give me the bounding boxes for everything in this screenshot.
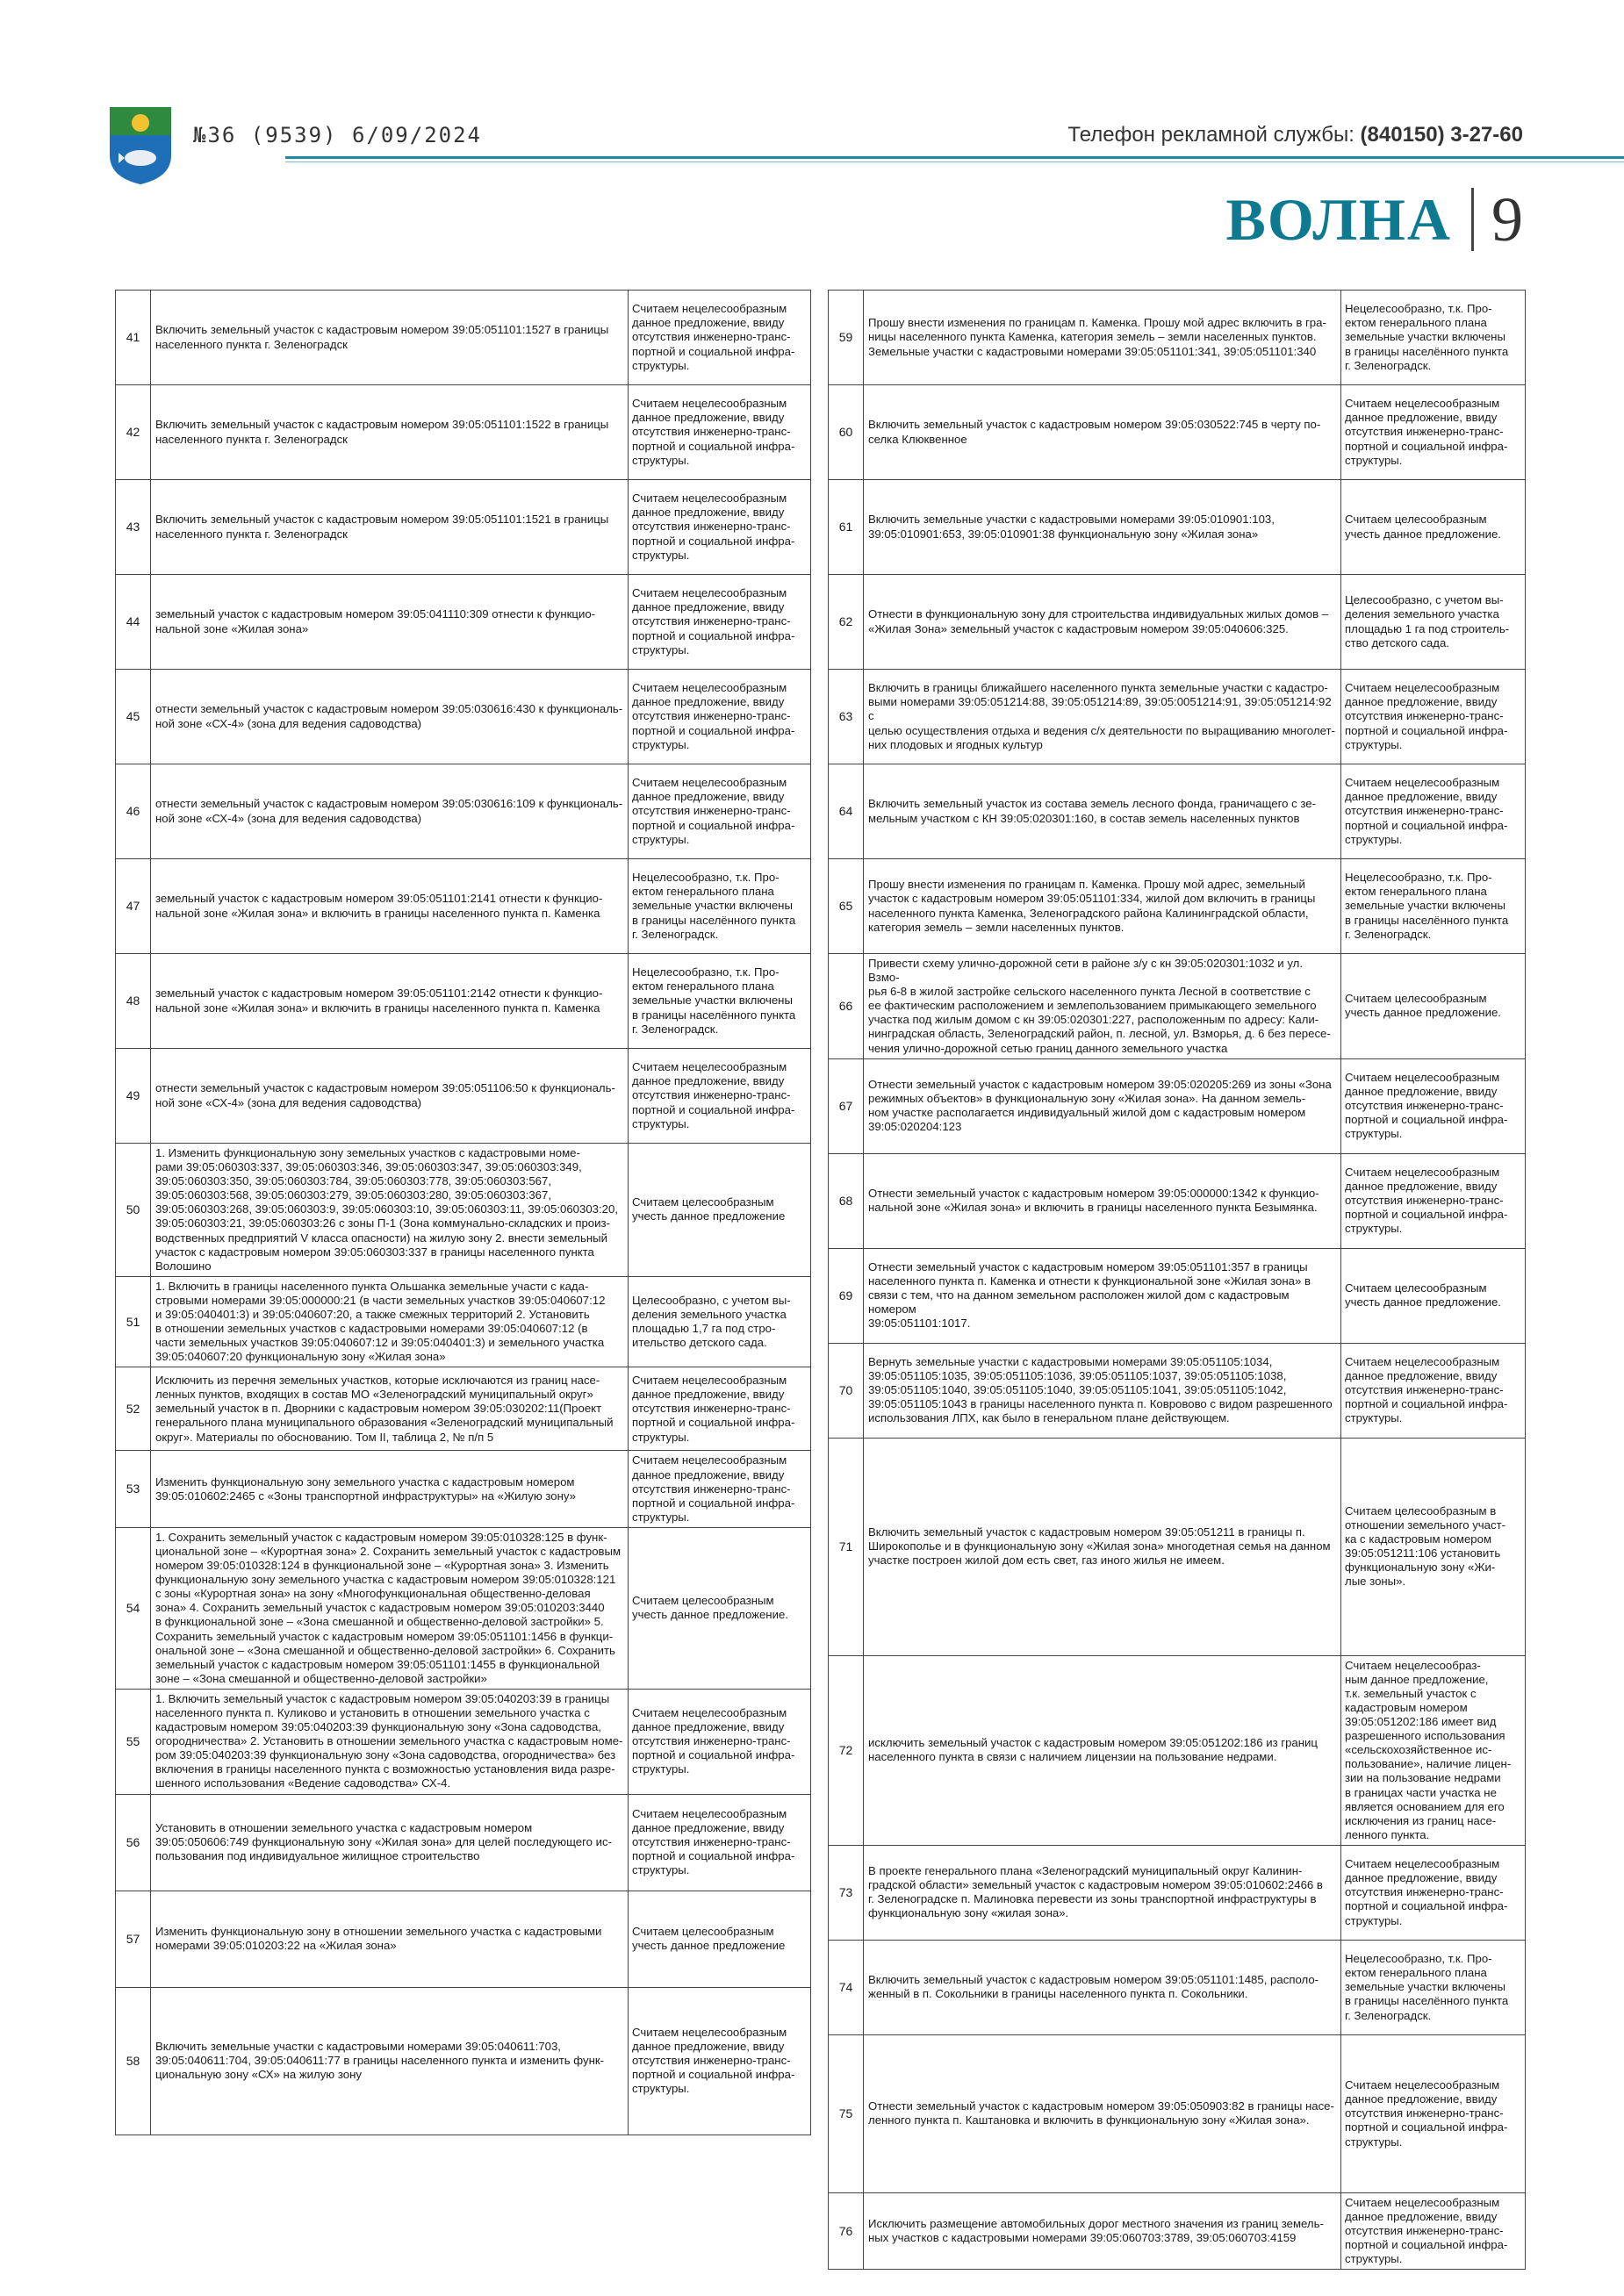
proposal-text: Прошу внести изменения по границам п. Каменка. Прошу мой адрес, земельный участок с кадастровым номером 39:05:051101:334, жилой дом включить в границы населенного пункта Каменка, Зеленоградского района Калининградской области, категория земель – земли населенных пунктов. xyxy=(864,859,1341,954)
table-row xyxy=(116,1049,811,1144)
row-number: 73 xyxy=(829,1845,864,1940)
row-number: 51 xyxy=(116,1276,151,1367)
table-row xyxy=(829,2192,1526,2269)
table-row xyxy=(116,1451,811,1527)
table-row xyxy=(116,1144,811,1277)
table-row xyxy=(829,1845,1526,1940)
proposal-text: земельный участок с кадастровым номером 39:05:041110:309 отнести к функцио- нальной зоне «Жилая зона» xyxy=(151,575,629,670)
decision-text: Считаем нецелесообразным данное предложение, ввиду отсутствия инженерно-транс- портной и социальной инфра- структуры. xyxy=(1341,2192,1526,2269)
proposal-text: исключить земельный участок с кадастровым номером 39:05:051202:186 из границ населенного пункта в связи с наличием лицензии на пользование недрами. xyxy=(864,1655,1341,1845)
issue-info: №36 (9539) 6/09/2024 xyxy=(193,123,482,147)
row-number: 67 xyxy=(829,1058,864,1153)
decision-text: Считаем нецелесообразным данное предложение, ввиду отсутствия инженерно-транс- портной и социальной инфра- структуры. xyxy=(1341,670,1526,764)
proposal-text: Отнести земельный участок с кадастровым номером 39:05:051101:357 в границы населенного пункта п. Каменка и отнести к функциональной зоне «Жилая зона» в связи с тем, что на данном земельном расположен жилой дом с кадастровым номером 39:05:051101:1017. xyxy=(864,1248,1341,1343)
decision-text: Считаем нецелесообразным данное предложение, ввиду отсутствия инженерно-транс- портной и социальной инфра- структуры. xyxy=(629,575,811,670)
decision-text: Считаем нецелесообраз- ным данное предложение, т.к. земельный участок с кадастровым номером 39:05:051202:186 имеет вид разрешенного использования «сельскохозяйственное ис- пользование», наличие лицен- зии на пользование недрами в границах части участка не является основанием для его исключения из границ насе- ленного пункта. xyxy=(1341,1655,1526,1845)
decision-text: Считаем нецелесообразным данное предложение, ввиду отсутствия инженерно-транс- портной и социальной инфра- структуры. xyxy=(629,291,811,385)
decision-text: Считаем целесообразным в отношении земельного участ- ка с кадастровым номером 39:05:051211:106 установить функциональную зону «Жи- лые зоны». xyxy=(1341,1438,1526,1655)
decision-text: Считаем целесообразным учесть данное предложение. xyxy=(1341,480,1526,575)
proposal-text: земельный участок с кадастровым номером 39:05:051101:2142 отнести к функцио- нальной зоне «Жилая зона» и включить в границы населенного пункта п. Каменка xyxy=(151,954,629,1049)
proposal-text: Включить земельные участки с кадастровыми номерами 39:05:040611:703, 39:05:040611:704, 39:05:040611:77 в границы населенного пункта и изменить функ- циональную зону «СХ» на жилую зону xyxy=(151,1987,629,2135)
row-number: 53 xyxy=(116,1451,151,1527)
row-number: 55 xyxy=(116,1689,151,1794)
row-number: 71 xyxy=(829,1438,864,1655)
decision-text: Считаем целесообразным учесть данное предложение. xyxy=(1341,954,1526,1059)
decision-text: Считаем нецелесообразным данное предложение, ввиду отсутствия инженерно-транс- портной и социальной инфра- структуры. xyxy=(1341,385,1526,480)
row-number: 57 xyxy=(116,1891,151,1987)
table-row xyxy=(116,1276,811,1367)
table-row xyxy=(116,954,811,1049)
table-row xyxy=(829,1438,1526,1655)
table-row xyxy=(829,670,1526,764)
table-row xyxy=(829,764,1526,859)
decision-text: Нецелесообразно, т.к. Про- ектом генерального плана земельные участки включены в границы населённого пункта г. Зеленоградск. xyxy=(1341,1940,1526,2034)
phone-number: (840150) 3-27-60 xyxy=(1360,123,1523,147)
decision-text: Нецелесообразно, т.к. Про- ектом генерального плана земельные участки включены в границы населённого пункта г. Зеленоградск. xyxy=(1341,859,1526,954)
decision-text: Целесообразно, с учетом вы- деления земельного участка площадью 1,7 га под стро- ительство детского сада. xyxy=(629,1276,811,1367)
table-row xyxy=(829,1058,1526,1153)
newspaper-title: ВОЛНА xyxy=(1225,185,1452,253)
decision-text: Считаем нецелесообразным данное предложение, ввиду отсутствия инженерно-транс- портной и социальной инфра- структуры. xyxy=(629,385,811,480)
row-number: 60 xyxy=(829,385,864,480)
table-row xyxy=(829,1153,1526,1248)
proposal-text: Установить в отношении земельного участка с кадастровым номером 39:05:050606:749 функциональную зону «Жилая зона» для целей последующего ис- пользования под индивидуальное жилищное строительство xyxy=(151,1794,629,1891)
proposal-text: Отнести земельный участок с кадастровым номером 39:05:000000:1342 к функцио- нальной зоне «Жилая зона» и включить в границы населенного пункта Безымянка. xyxy=(864,1153,1341,1248)
decision-text: Считаем нецелесообразным данное предложение, ввиду отсутствия инженерно-транс- портной и социальной инфра- структуры. xyxy=(629,1367,811,1451)
phone-label: Телефон рекламной службы: xyxy=(1067,123,1355,147)
proposal-text: Исключить из перечня земельных участков, которые исключаются из границ насе- ленных пунктов, входящих в состав МО «Зеленоградский муниципальный округ» земельный участок в п. Дворники с кадастровым номером 39:05:030202:11(Проект генерального плана муниципального образования «Зеленоградский муниципальный округ». Материалы по обоснованию. Том II, таблица 2, № п/п 5 xyxy=(151,1367,629,1451)
decision-text: Считаем нецелесообразным данное предложение, ввиду отсутствия инженерно-транс- портной и социальной инфра- структуры. xyxy=(1341,1153,1526,1248)
table-row xyxy=(829,954,1526,1059)
table-row xyxy=(116,1794,811,1891)
decision-text: Считаем целесообразным учесть данное предложение xyxy=(629,1144,811,1277)
row-number: 48 xyxy=(116,954,151,1049)
proposal-text: Включить земельный участок с кадастровым номером 39:05:051101:1521 в границы населенного пункта г. Зеленоградск xyxy=(151,480,629,575)
row-number: 52 xyxy=(116,1367,151,1451)
row-number: 45 xyxy=(116,670,151,764)
table-row xyxy=(116,670,811,764)
row-number: 59 xyxy=(829,291,864,385)
proposal-text: Включить земельный участок с кадастровым номером 39:05:051211 в границы п. Широкополье и в функциональную зону «Жилая зона» многодетная семья на данном участке построен жилой дом есть свет, газ иного жилья не имеем. xyxy=(864,1438,1341,1655)
right-table-column xyxy=(828,290,1525,2266)
decision-text: Считаем нецелесообразным данное предложение, ввиду отсутствия инженерно-транс- портной и социальной инфра- структуры. xyxy=(629,1689,811,1794)
table-row xyxy=(116,385,811,480)
page-header xyxy=(110,104,1523,156)
table-row xyxy=(116,1987,811,2135)
proposal-text: земельный участок с кадастровым номером 39:05:051101:2141 отнести к функцио- нальной зоне «Жилая зона» и включить в границы населенного пункта п. Каменка xyxy=(151,859,629,954)
proposal-text: Привести схему улично-дорожной сети в районе з/у с кн 39:05:020301:1032 и ул. Взмо- рья 6-8 в жилой застройке сельского населенного пункта Лесной в соответствие с ее фактическим расположением и землепользованием примыкающего земельного участка под жилым домом с кн 39:05:020301:227, расположенным по адресу: Кали- нинградская область, Зеленоградский район, п. лесной, ул. Взморья, д. 6 без пересе- чения улично-дорожной сетью границ данного земельного участка xyxy=(864,954,1341,1059)
table-row xyxy=(829,1248,1526,1343)
decision-text: Нецелесообразно, т.к. Про- ектом генерального плана земельные участки включены в границы населённого пункта г. Зеленоградск. xyxy=(1341,291,1526,385)
proposal-text: Включить земельный участок с кадастровым номером 39:05:051101:1522 в границы населенного пункта г. Зеленоградск xyxy=(151,385,629,480)
proposal-text: Включить земельный участок с кадастровым номером 39:05:030522:745 в черту по- селка Клюквенное xyxy=(864,385,1341,480)
decision-text: Считаем целесообразным учесть данное предложение. xyxy=(1341,1248,1526,1343)
row-number: 54 xyxy=(116,1527,151,1689)
table-row xyxy=(116,480,811,575)
row-number: 50 xyxy=(116,1144,151,1277)
proposal-text: 1. Включить в границы населенного пункта Ольшанка земельные участи с када- стровыми номерами 39:05:000000:21 (в части земельных участков 39:05:040607:12 и 39:05:040401:3) и 39:05:040607:20, а также смежных территорий 2. Установить в отношении земельных участков с кадастровыми номерами 39:05:040607:12 (в части земельных участков 39:05:040607:12 и 39:05:040401:3) и земельного участка 39:05:040607:20 функциональную зону «Жилая зона» xyxy=(151,1276,629,1367)
proposal-text: 1. Изменить функциональную зону земельных участков с кадастровыми номе- рами 39:05:060303:337, 39:05:060303:346, 39:05:060303:347, 39:05:060303:349, 39:05:060303:350, 39:05:060303:784, 39:05:060303:778, 39:05:060303:567, 39:05:060303:568, 39:05:060303:279, 39:05:060303:280, 39:05:060303:367, 39:05:060303:268, 39:05:060303:9, 39:05:060303:10, 39:05:060303:11, 39:05:060303:20, 39:05:060303:21, 39:05:060303:26 с зоны П-1 (Зона коммунально-складских и произ- водственных предприятий V класса опасности) на жилую зону 2. внести земельный участок с кадастровым номером 39:05:060303:337 в границы населенного пункта Волошино xyxy=(151,1144,629,1277)
row-number: 64 xyxy=(829,764,864,859)
row-number: 58 xyxy=(116,1987,151,2135)
header-rule-thin xyxy=(285,161,1624,162)
proposal-text: Отнести земельный участок с кадастровым номером 39:05:050903:82 в границы насе- ленного пункта п. Каштановка и включить в функциональную зону «Жилая зона». xyxy=(864,2034,1341,2192)
proposals-table-left xyxy=(115,290,811,2135)
row-number: 61 xyxy=(829,480,864,575)
decision-text: Считаем целесообразным учесть данное предложение xyxy=(629,1891,811,1987)
table-row xyxy=(116,1891,811,1987)
table-row xyxy=(116,575,811,670)
table-row xyxy=(116,1367,811,1451)
proposal-text: Включить земельный участок с кадастровым номером 39:05:051101:1485, располо- женный в п. Сокольники в границы населенного пункта п. Сокольники. xyxy=(864,1940,1341,2034)
proposal-text: Включить земельный участок из состава земель лесного фонда, граничащего с зе- мельным участком с КН 39:05:020301:160, в состав земель населенных пунктов xyxy=(864,764,1341,859)
proposal-text: отнести земельный участок с кадастровым номером 39:05:030616:109 к функциональ- ной зоне «СХ-4» (зона для ведения садоводства) xyxy=(151,764,629,859)
decision-text: Считаем целесообразным учесть данное предложение. xyxy=(629,1527,811,1689)
page-number: 9 xyxy=(1491,183,1523,255)
proposal-text: отнести земельный участок с кадастровым номером 39:05:030616:430 к функциональ- ной зоне «СХ-4» (зона для ведения садоводства) xyxy=(151,670,629,764)
header-rule xyxy=(285,156,1624,159)
proposal-text: отнести земельный участок с кадастровым номером 39:05:051106:50 к функциональ- ной зоне «СХ-4» (зона для ведения садоводства) xyxy=(151,1049,629,1144)
decision-text: Считаем нецелесообразным данное предложение, ввиду отсутствия инженерно-транс- портной и социальной инфра- структуры. xyxy=(1341,1343,1526,1438)
decision-text: Нецелесообразно, т.к. Про- ектом генерального плана земельные участки включены в границы населённого пункта г. Зеленоградск. xyxy=(629,859,811,954)
table-row xyxy=(829,480,1526,575)
decision-text: Считаем нецелесообразным данное предложение, ввиду отсутствия инженерно-транс- портной и социальной инфра- структуры. xyxy=(629,1451,811,1527)
decision-text: Считаем нецелесообразным данное предложение, ввиду отсутствия инженерно-транс- портной и социальной инфра- структуры. xyxy=(629,764,811,859)
proposal-text: Вернуть земельные участки с кадастровыми номерами 39:05:051105:1034, 39:05:051105:1035, 39:05:051105:1036, 39:05:051105:1037, 39:05:051105:1038, 39:05:051105:1040, 39:05:051105:1040, 39:05:051105:1041, 39:05:051105:1042, 39:05:051105:1043 в границы населенного пункта п. Ковровово с видом разрешенного использования ЛПХ, как было в генеральном плане действующем. xyxy=(864,1343,1341,1438)
row-number: 47 xyxy=(116,859,151,954)
proposal-text: Отнести земельный участок с кадастровым номером 39:05:020205:269 из зоны «Зона режимных объектов» в функциональную зону «Жилая зона». На данном земель- ном участке располагается индивидуальный жилой дом с кадастровым номером 39:05:020204:123 xyxy=(864,1058,1341,1153)
decision-text: Считаем нецелесообразным данное предложение, ввиду отсутствия инженерно-транс- портной и социальной инфра- структуры. xyxy=(629,1794,811,1891)
proposal-text: Изменить функциональную зону земельного участка с кадастровым номером 39:05:010602:2465 с «Зоны транспортной инфраструктуры» на «Жилую зону» xyxy=(151,1451,629,1527)
row-number: 65 xyxy=(829,859,864,954)
row-number: 68 xyxy=(829,1153,864,1248)
proposal-text: Включить земельные участки с кадастровыми номерами 39:05:010901:103, 39:05:010901:653, 39:05:010901:38 функциональную зону «Жилая зона» xyxy=(864,480,1341,575)
table-row xyxy=(829,1655,1526,1845)
masthead-divider xyxy=(1471,188,1474,251)
row-number: 63 xyxy=(829,670,864,764)
row-number: 74 xyxy=(829,1940,864,2034)
row-number: 76 xyxy=(829,2192,864,2269)
table-row xyxy=(829,385,1526,480)
proposal-text: Включить земельный участок с кадастровым номером 39:05:051101:1527 в границы населенного пункта г. Зеленоградск xyxy=(151,291,629,385)
table-row xyxy=(116,291,811,385)
row-number: 70 xyxy=(829,1343,864,1438)
decision-text: Считаем нецелесообразным данное предложение, ввиду отсутствия инженерно-транс- портной и социальной инфра- структуры. xyxy=(629,1987,811,2135)
proposals-table-right xyxy=(828,290,1526,2270)
row-number: 44 xyxy=(116,575,151,670)
table-row xyxy=(116,1689,811,1794)
row-number: 75 xyxy=(829,2034,864,2192)
proposal-text: Исключить размещение автомобильных дорог местного значения из границ земель- ных участков с кадастровыми номерами 39:05:060703:3789, 39:05:060703:4159 xyxy=(864,2192,1341,2269)
row-number: 41 xyxy=(116,291,151,385)
proposal-text: 1. Сохранить земельный участок с кадастровым номером 39:05:010328:125 в функ- циональной зоне – «Курортная зона» 2. Сохранить земельный участок с кадастровым номером 39:05:010328:124 в функциональной зоне – «Курортная зона» 3. Изменить функциональную зону земельного участка с кадастровым номером 39:05:010328:121 с зоны «Курортная зона» на зону «Многофункциональная общественно-деловая зона» 4. Сохранить земельный участок с кадастровым номером 39:05:010203:3440 в функциональной зоне – «Зона смешанной и общественно-деловой застройки» 5. Сохранить земельный участок с кадастровым номером 39:05:051101:1456 в функци- ональной зоне – «Зона смешанной и общественно-деловой застройки» 6. Сохранить земельный участок с кадастровым номером 39:05:051101:1455 в функциональной зоне – «Зона смешанной и общественно-деловой застройки» xyxy=(151,1527,629,1689)
decision-text: Считаем нецелесообразным данное предложение, ввиду отсутствия инженерно-транс- портной и социальной инфра- структуры. xyxy=(1341,1058,1526,1153)
table-row xyxy=(116,1527,811,1689)
row-number: 62 xyxy=(829,575,864,670)
decision-text: Целесообразно, с учетом вы- деления земельного участка площадью 1 га под строитель- ство детского сада. xyxy=(1341,575,1526,670)
row-number: 49 xyxy=(116,1049,151,1144)
proposal-text: 1. Включить земельный участок с кадастровым номером 39:05:040203:39 в границы населенного пункта п. Куликово и установить в отношении земельного участка с кадастровым номером 39:05:040203:39 функциональную зону «Зона садоводства, огородничества» 2. Установить в отношении земельного участка с кадастровым номе- ром 39:05:040203:39 функциональную зону «Зона садоводства, огородничества» без включения в границы населенного пункта с возможностью установления вида разре- шенного использования «Ведение садоводства» СХ-4. xyxy=(151,1689,629,1794)
proposal-text: Отнести в функциональную зону для строительства индивидуальных жилых домов – «Жилая Зона» земельный участок с кадастровым номером 39:05:040606:325. xyxy=(864,575,1341,670)
proposal-text: Включить в границы ближайшего населенного пункта земельные участки с кадастро- выми номерами 39:05:051214:88, 39:05:051214:89, 39:05:0051214:91, 39:05:051214:92 с целью осуществления отдыха и ведения с/х деятельности по выращиванию многолет- них плодовых и ягодных культур xyxy=(864,670,1341,764)
table-row xyxy=(829,2034,1526,2192)
left-table-column xyxy=(115,290,810,2184)
coat-of-arms-icon xyxy=(110,107,171,184)
table-row xyxy=(829,859,1526,954)
row-number: 43 xyxy=(116,480,151,575)
proposal-text: В проекте генерального плана «Зеленоградский муниципальный округ Калинин- градской области» земельный участок с кадастровым номером 39:05:010602:2466 в г. Зеленоградске п. Малиновка перевести из зоны транспортной инфраструктуры в функциональную зону «жилая зона». xyxy=(864,1845,1341,1940)
ad-phone xyxy=(1067,123,1523,147)
decision-text: Считаем нецелесообразным данное предложение, ввиду отсутствия инженерно-транс- портной и социальной инфра- структуры. xyxy=(629,480,811,575)
table-row xyxy=(116,859,811,954)
decision-text: Считаем нецелесообразным данное предложение, ввиду отсутствия инженерно-транс- портной и социальной инфра- структуры. xyxy=(1341,1845,1526,1940)
proposal-text: Прошу внести изменения по границам п. Каменка. Прошу мой адрес включить в гра- ницы населенного пункта Каменка, категория земель – земли населенных пунктов. Земельные участки с кадастровыми номерами 39:05:051101:341, 39:05:051101:340 xyxy=(864,291,1341,385)
proposal-text: Изменить функциональную зону в отношении земельного участка с кадастровыми номерами 39:05:010203:22 на «Жилая зона» xyxy=(151,1891,629,1987)
decision-text: Считаем нецелесообразным данное предложение, ввиду отсутствия инженерно-транс- портной и социальной инфра- структуры. xyxy=(1341,2034,1526,2192)
row-number: 72 xyxy=(829,1655,864,1845)
row-number: 42 xyxy=(116,385,151,480)
row-number: 66 xyxy=(829,954,864,1059)
table-row xyxy=(829,291,1526,385)
decision-text: Считаем нецелесообразным данное предложение, ввиду отсутствия инженерно-транс- портной и социальной инфра- структуры. xyxy=(629,670,811,764)
row-number: 56 xyxy=(116,1794,151,1891)
table-row xyxy=(829,1940,1526,2034)
decision-text: Нецелесообразно, т.к. Про- ектом генерального плана земельные участки включены в границы населённого пункта г. Зеленоградск. xyxy=(629,954,811,1049)
table-row xyxy=(116,764,811,859)
row-number: 46 xyxy=(116,764,151,859)
masthead xyxy=(1225,184,1523,255)
table-row xyxy=(829,575,1526,670)
decision-text: Считаем нецелесообразным данное предложение, ввиду отсутствия инженерно-транс- портной и социальной инфра- структуры. xyxy=(629,1049,811,1144)
row-number: 69 xyxy=(829,1248,864,1343)
table-row xyxy=(829,1343,1526,1438)
decision-text: Считаем нецелесообразным данное предложение, ввиду отсутствия инженерно-транс- портной и социальной инфра- структуры. xyxy=(1341,764,1526,859)
